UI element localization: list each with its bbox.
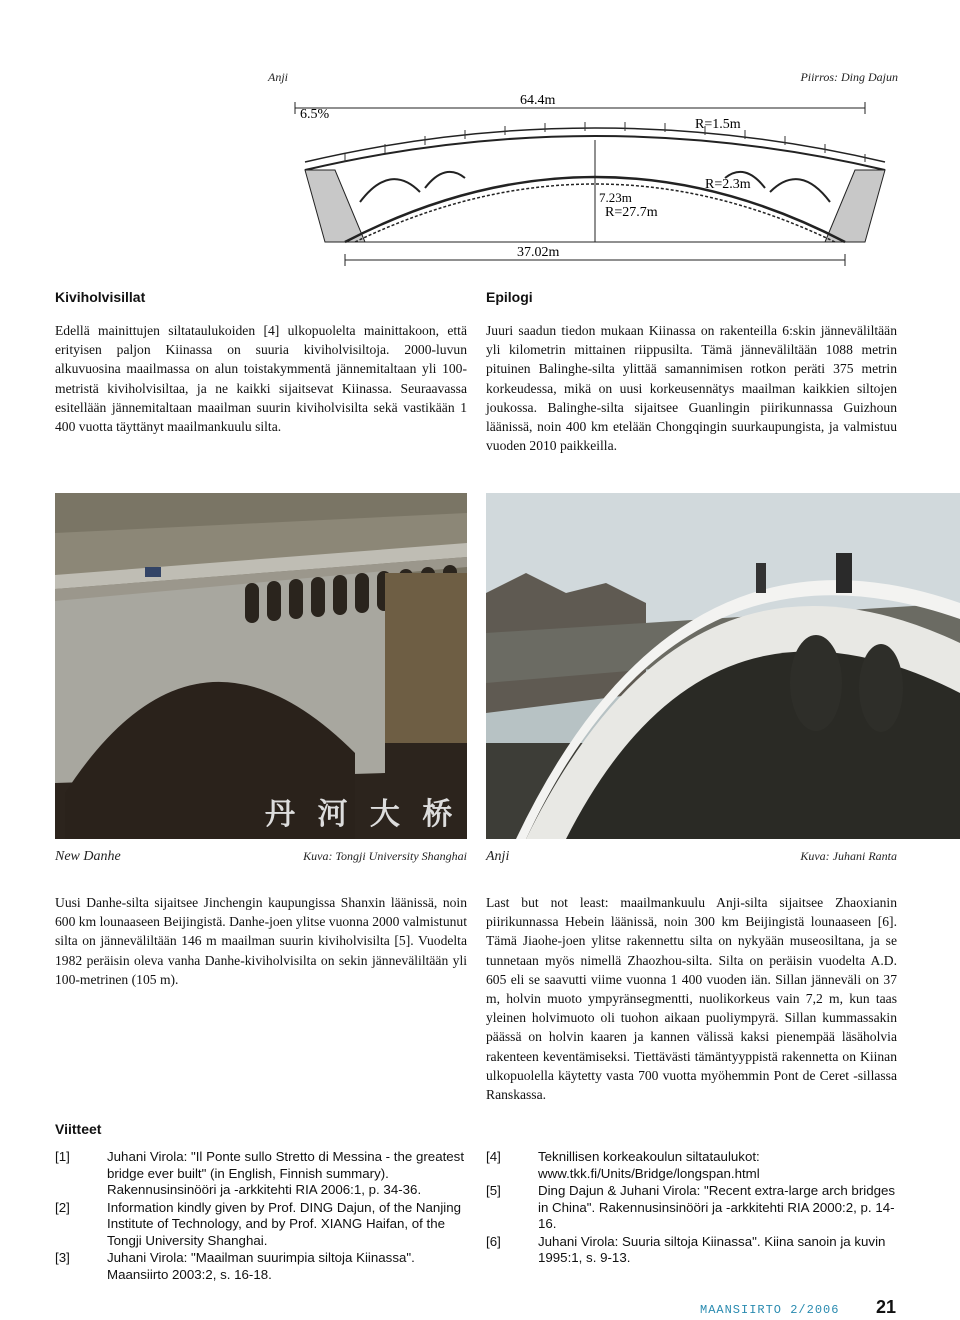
- photo-credit-right: Kuva: Juhani Ranta: [800, 849, 897, 863]
- reference-number: [3]: [55, 1250, 70, 1265]
- spandrel-arch-1: [360, 179, 420, 202]
- spandrel-arch-2: [425, 172, 465, 188]
- bridge-elevation-svg: [265, 92, 897, 272]
- reference-number: [5]: [486, 1183, 501, 1198]
- page-number: 21: [876, 1297, 897, 1317]
- magazine-footer: MAANSIIRTO 2/2006: [700, 1303, 840, 1317]
- spandrel-arch-4: [770, 179, 830, 202]
- reference-item: [55, 1250, 467, 1283]
- reference-item: [486, 1183, 897, 1233]
- photo-new-danhe-image: [55, 493, 467, 839]
- reference-number: [1]: [55, 1149, 70, 1164]
- photo-new-danhe: [55, 493, 467, 839]
- reference-item: [55, 1200, 467, 1250]
- abutment-right: [825, 170, 885, 242]
- radius-large-label: R=27.7m: [605, 205, 658, 220]
- photo-credit-left: Kuva: Tongji University Shanghai: [303, 849, 467, 863]
- photo-overlay-text: 丹 河 大 桥: [265, 797, 459, 832]
- section-heading-kiviholvisillat: Kiviholvisillat: [55, 289, 146, 305]
- radius-small-label: R=1.5m: [695, 117, 741, 132]
- photo-anji: [486, 493, 960, 839]
- reference-item: [486, 1234, 897, 1267]
- reference-text: Juhani Virola: "Il Ponte sullo Stretto di Messina - the greatest bridge ever built" (in English, Finnish summary). Rakennusinsinööri ja -arkkitehti RIA 2006:1, p. 34-36.: [107, 1149, 465, 1197]
- bridge-drawing: [265, 92, 897, 272]
- reference-text: Teknillisen korkeakoulun siltataulukot: www.tkk.fi/Units/Bridge/longspan.html: [538, 1149, 760, 1181]
- reference-number: [6]: [486, 1233, 501, 1249]
- references-right-column: [486, 1149, 897, 1268]
- reference-text: Juhani Virola: Suuria siltoja Kiinassa". Kiina sanoin ja kuvin 1995:1, s. 9-13.: [538, 1233, 886, 1265]
- rise-label: 7.23m: [599, 190, 632, 205]
- section-text-kiviholvisillat: Edellä mainittujen siltataulukoiden [4] ulkopuolelta mainittakoon, että erityisen paljon Kiinassa on suuria kiviholvisiltoja. 2000-luvun alkuvuosina maailmassa on alun toistakymmentä jännemitaltaan yli 100-metristä kiviholvisiltaa, ja ne kaikki sijaitsevat Kiinassa. Seuraavassa esitellään jännemitaltaan maailman suurin kiviholvisilta sekä vastikään 1 400 vuotta täyttänyt maailmankuulu silta.: [55, 323, 467, 435]
- reference-text: Information kindly given by Prof. DING Dajun, of the Nanjing Institute of Technology, and by Prof. XIANG Haifan, of the Tongji University Shanghai.: [107, 1199, 462, 1248]
- span-top-label: 64.4m: [520, 93, 556, 108]
- photo-caption-new-danhe: New Danhe: [55, 849, 121, 864]
- reference-text: Juhani Virola: "Maailman suurimpia siltoja Kiinassa". Maansiirto 2003:2, s. 16-18.: [107, 1250, 415, 1282]
- radius-mid-label: R=2.3m: [705, 177, 751, 192]
- reference-item: [55, 1149, 467, 1199]
- references-heading: Viitteet: [55, 1121, 102, 1137]
- reference-number: [4]: [486, 1149, 501, 1164]
- reference-number: [2]: [55, 1199, 70, 1215]
- section-heading-epilogi: Epilogi: [486, 289, 533, 305]
- anji-description: Last but not least: maailmankuulu Anji-silta sijaitsee Zhaoxianin piirikunnassa Hebein läänissä, noin 300 km Beijingistä lounaaseen [6]. Tämä Jiaohe-joen ylitse rakennettu silta on nykyään museosiltana, ja se tunnetaan myös nimellä Zhaozhou-silta. Silta on peräisin vuodelta A.D. 605 eli se saavutti viime vuonna 1 400 vuoden iän. Sillan jänneväli on 37 m, holvin muoto ympyränsegmentti, nuolikorkeus vain 7,2 m, kun taas yleinen holvimuoto oli tuohon aikaan puoliympyrä. Sillan kummassakin päässä on holvin kaaren ja kannen välissä kaksi pienempää läsäholvia rakenteen keventämiseksi. Tiettävästi tämäntyyppistä rakennetta on Kiinan ulkopuolella käytetty vasta 700 vuotta myöhemmin Pont de Ceret -sillassa Ranskassa.: [486, 895, 897, 1103]
- danhe-description: Uusi Danhe-silta sijaitsee Jinchengin kaupungissa Shanxin läänissä, noin 600 km lounaaseen Beijingistä. Danhe-joen ylitse vuonna 2000 valmistunut silta on jänneväliltään 146 m maailman suurin kiviholvisilta [5]. Vuodelta 1982 peräisin oleva vanha Danhe-kiviholvisilta on sekin jänneväliltään yli 100-metrinen (105 m).: [55, 895, 467, 987]
- reference-item: [486, 1149, 897, 1182]
- drawing-credit: Piirros: Ding Dajun: [800, 70, 898, 84]
- photo-caption-anji: Anji: [486, 849, 510, 864]
- span-bottom-label: 37.02m: [517, 245, 560, 260]
- reference-text: Ding Dajun & Juhani Virola: "Recent extra-large arch bridges in China". Rakennusinsinööri ja -arkkitehti RIA 2000:2, p. 14-16.: [538, 1183, 896, 1231]
- slope-label: 6.5%: [300, 107, 330, 122]
- abutment-left: [305, 170, 365, 242]
- photo-anji-image: [486, 493, 960, 839]
- drawing-caption-left: Anji: [268, 70, 288, 84]
- references-left-column: [55, 1149, 467, 1284]
- section-text-epilogi: Juuri saadun tiedon mukaan Kiinassa on rakenteilla 6:skin jänneväliltään yli kilometrin mittainen riippusilta. Tämä jänneväliltään 1088 metrin pituinen Balinghe-silta ylittää samannimisen rotkon peräti 375 metrin korkeudessa, mikä on uusi korkeusennätys maailman kaikkien siltojen joukossa. Balinghe-silta sijaitsee Guanlingin piirikunnassa Guizhoun läänissä, noin 400 km etelään Chongqingin suurkaupungista, ja valmistuu vuoden 2010 paikkeilla.: [486, 323, 897, 454]
